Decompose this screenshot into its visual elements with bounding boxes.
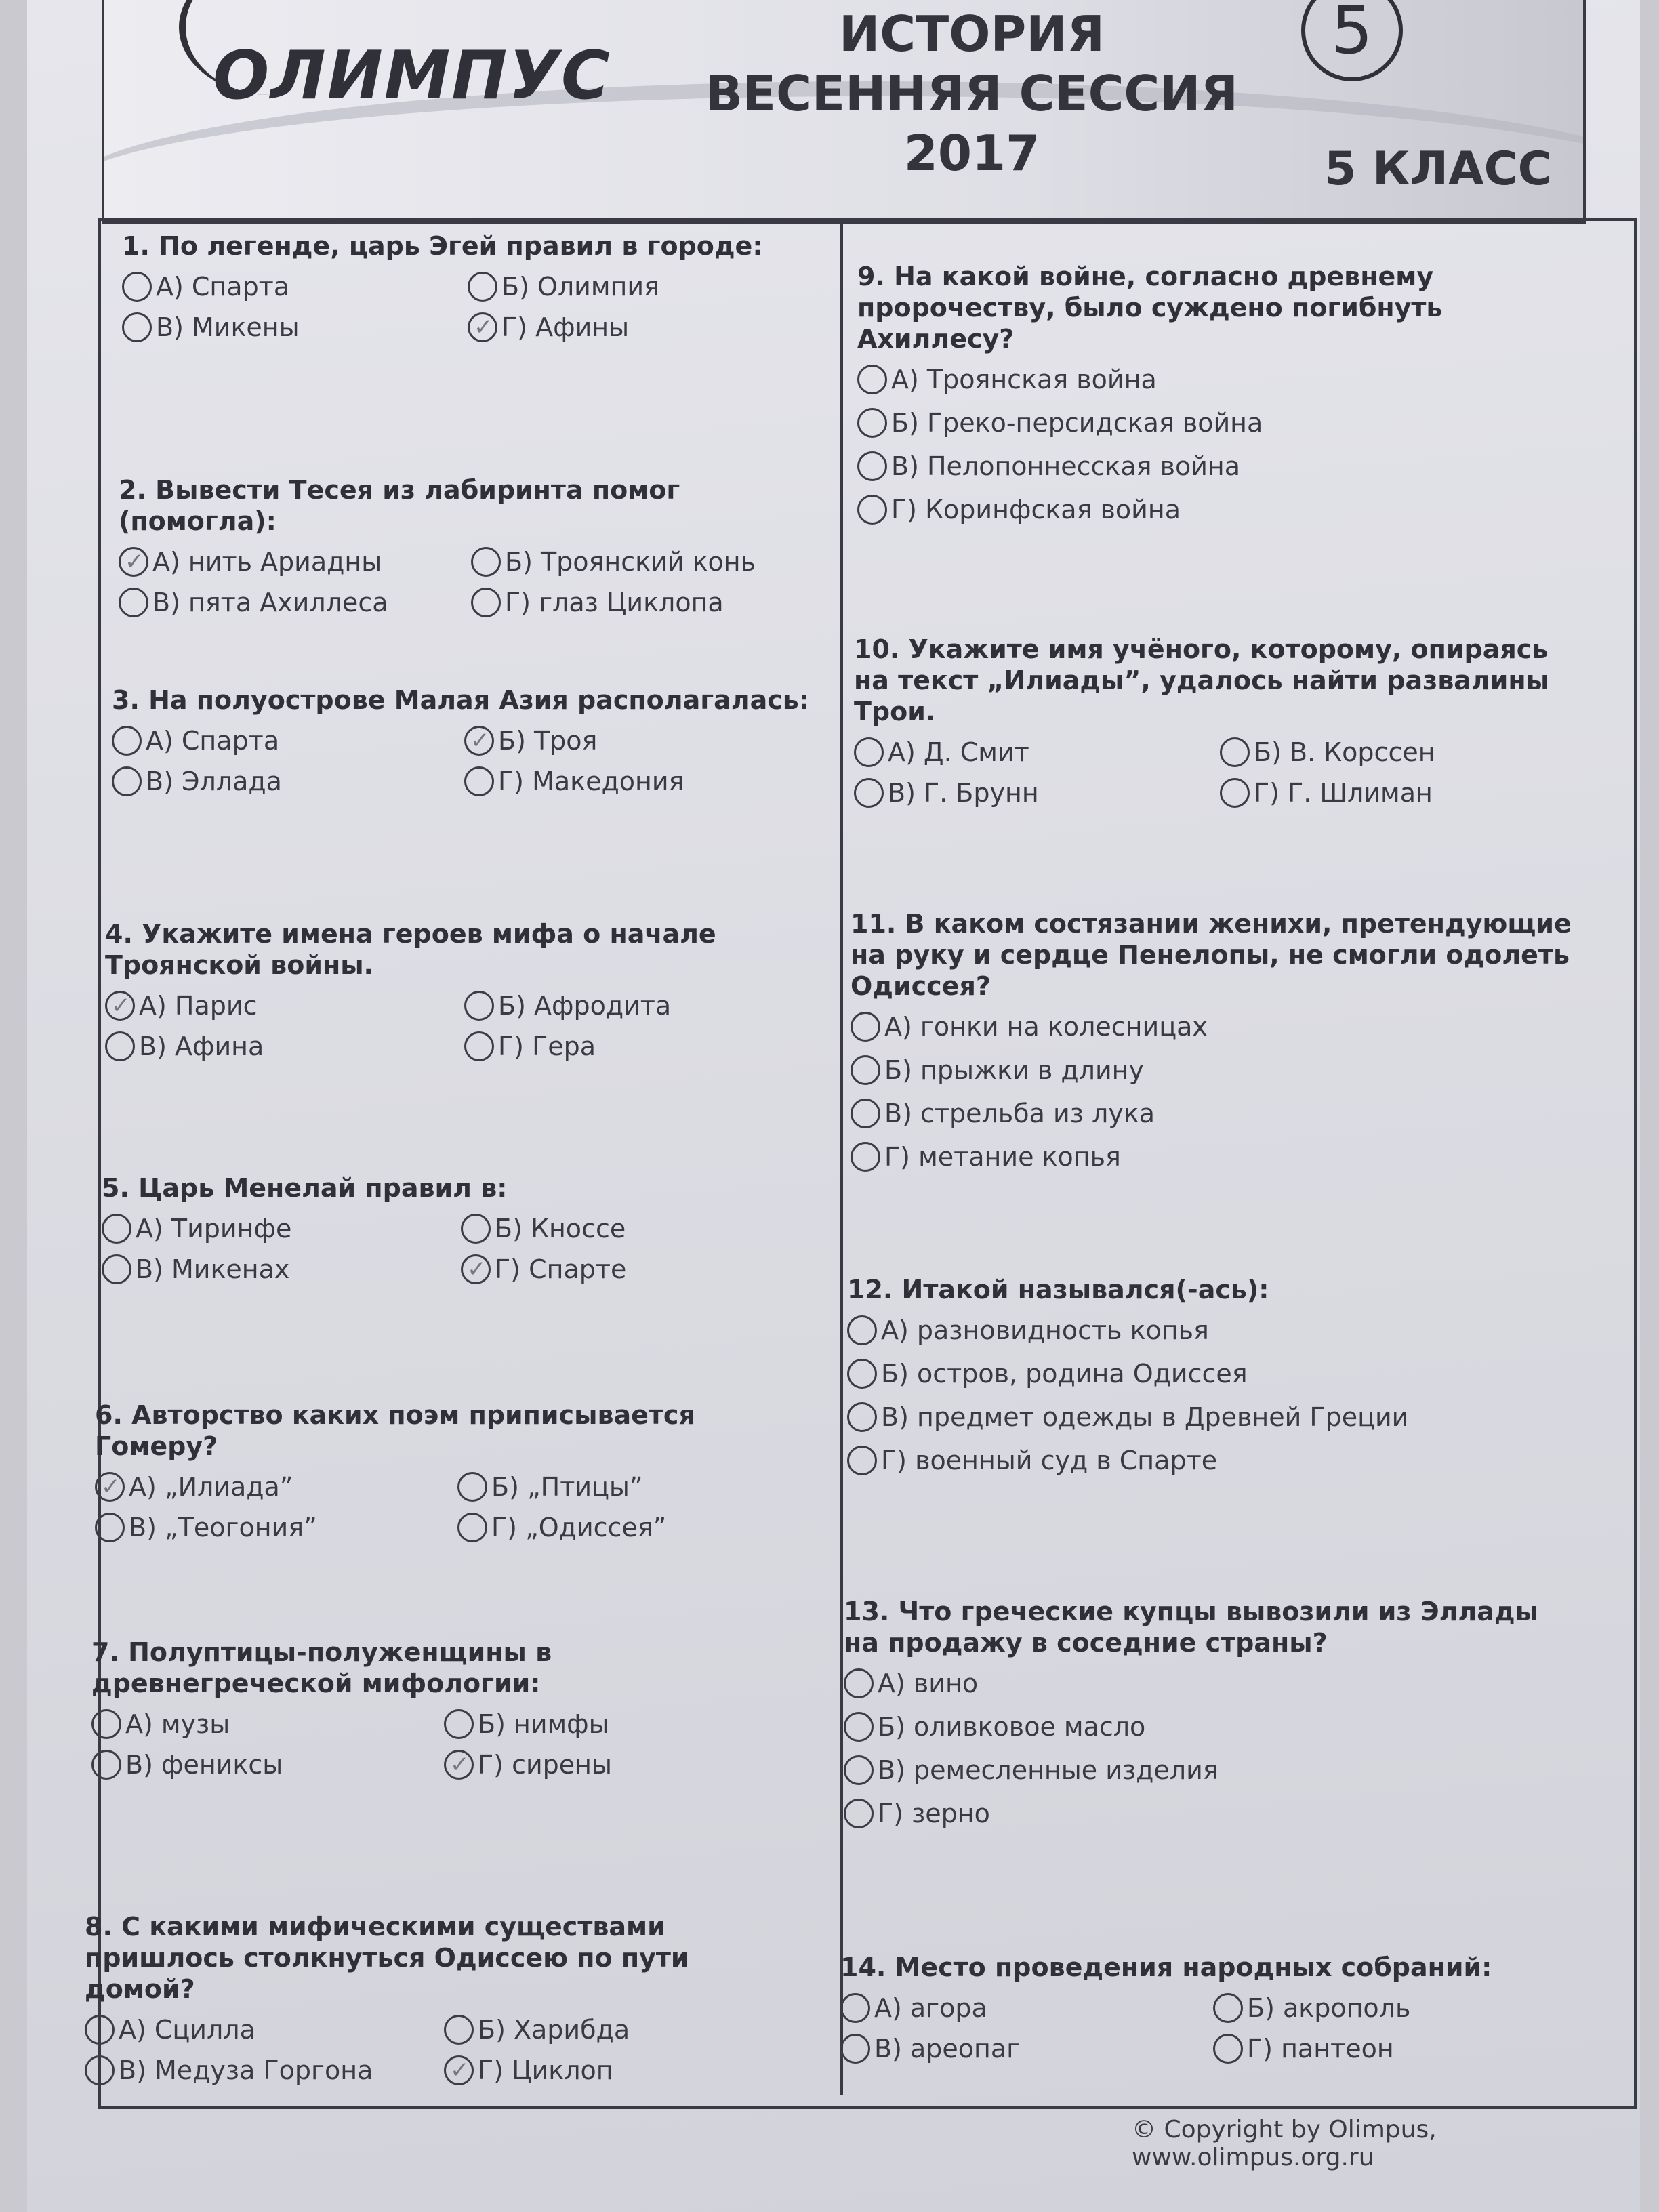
option-d[interactable]: ✓ Г) сирены [444,1749,796,1780]
option-b[interactable]: Б) В. Корссен [1220,737,1586,768]
answer-circle[interactable] [464,1031,494,1061]
question-text: 3. На полуострове Малая Азия располагалась: [112,685,809,715]
option-d[interactable]: ✓ Г) Афины [468,312,813,343]
option-c[interactable]: В) предмет одежды в Древней Греции [847,1401,1586,1433]
answer-circle[interactable] [464,991,494,1021]
answer-circle[interactable] [122,272,152,302]
answer-circle[interactable] [119,588,148,617]
option-d[interactable]: Г) пантеон [1213,2033,1586,2064]
answer-circle[interactable] [464,766,494,796]
option-d[interactable]: ✓ Г) Циклоп [444,2055,803,2086]
question-text: 5. Царь Менелай правил в: [102,1173,508,1203]
question-4 [105,918,823,1062]
grade-label: 5 КЛАСС [1324,142,1552,196]
answer-circle[interactable] [857,408,887,438]
option-a[interactable]: А) Сцилла [85,2014,444,2045]
question-6 [95,1399,820,1543]
answer-circle[interactable] [851,1142,880,1172]
year-title: 2017 [903,125,1040,182]
answer-circle[interactable] [847,1359,877,1389]
option-a[interactable]: А) Д. Смит [854,737,1220,768]
answer-circle[interactable] [457,1472,487,1502]
answer-circle[interactable] [91,1750,121,1780]
option-b[interactable]: Б) Греко-персидская война [857,407,1569,438]
answer-circle-checked[interactable] [468,312,497,342]
option-d[interactable]: Г) метание копья [851,1141,1582,1172]
exam-title [640,4,1304,183]
option-c[interactable]: В) Медуза Горгона [85,2055,444,2086]
option-b[interactable]: Б) акрополь [1213,1992,1586,2024]
question-11 [851,908,1582,1172]
option-b[interactable]: Б) оливковое масло [844,1711,1582,1742]
answer-circle[interactable] [854,778,884,808]
option-c[interactable]: В) Г. Брунн [854,777,1220,808]
option-b[interactable]: Б) Кноссе [461,1213,820,1244]
question-text: 9. На какой войне, согласно древнему пророчеству, было суждено погибнуть Ахиллесу? [857,262,1443,354]
answer-circle[interactable] [102,1214,131,1244]
option-b[interactable]: Б) „Птицы” [457,1471,820,1502]
answer-circle[interactable] [840,2034,870,2064]
answer-circle[interactable] [854,737,884,767]
question-3 [112,684,817,797]
answer-circle[interactable] [444,2015,474,2045]
answer-circle-checked[interactable] [461,1254,491,1284]
column-divider [840,218,843,2095]
option-a[interactable]: ✓ А) нить Ариадны [119,546,471,577]
answer-circle[interactable] [851,1099,880,1128]
question-text: 2. Вывести Тесея из лабиринта помог (помогла): [119,475,680,536]
question-2 [119,474,823,618]
answer-circle[interactable] [122,312,152,342]
option-c[interactable]: В) стрельба из лука [851,1098,1582,1129]
answer-circle[interactable] [844,1755,874,1785]
question-13 [844,1596,1582,1829]
question-1 [122,230,813,343]
answer-circle-checked[interactable] [95,1472,125,1502]
option-a[interactable]: А) музы [91,1708,444,1740]
option-a[interactable]: ✓ А) Парис [105,990,464,1021]
option-d[interactable]: Г) военный суд в Спарте [847,1445,1586,1476]
answer-circle[interactable] [1220,778,1250,808]
option-a[interactable]: ✓ А) „Илиада” [95,1471,457,1502]
copyright-footer: © Copyright by Olimpus, www.olimpus.org.ru [1132,2116,1437,2171]
answer-circle[interactable] [112,766,142,796]
handwritten-grade: 5 [1301,0,1403,81]
question-text: 14. Место проведения народных собраний: [840,1952,1492,1982]
answer-circle[interactable] [85,2055,115,2085]
question-text: 12. Итакой назывался(-ась): [847,1275,1269,1305]
answer-circle[interactable] [1213,2034,1243,2064]
option-c[interactable]: В) пята Ахиллеса [119,587,471,618]
question-14 [840,1952,1586,2064]
option-c[interactable]: В) фениксы [91,1749,444,1780]
session-title: ВЕСЕННЯЯ СЕССИЯ [705,65,1238,122]
answer-circle-checked[interactable] [444,1750,474,1780]
answer-circle[interactable] [857,451,887,481]
answer-circle[interactable] [847,1402,877,1432]
question-text: 6. Авторство каких поэм приписывается Гомеру? [95,1400,695,1461]
option-a[interactable]: А) агора [840,1992,1213,2024]
option-a[interactable]: А) вино [844,1668,1582,1699]
option-c[interactable]: В) „Теогония” [95,1512,457,1543]
answer-circle[interactable] [844,1799,874,1828]
answer-circle[interactable] [95,1513,125,1542]
option-c[interactable]: В) Афина [105,1031,464,1062]
answer-circle[interactable] [85,2015,115,2045]
answer-sheet [27,0,1640,2212]
answer-circle[interactable] [105,1031,135,1061]
option-b[interactable]: Б) Троянский конь [471,546,823,577]
question-8 [85,1911,803,2086]
answer-circle-checked[interactable] [464,726,494,756]
option-b[interactable]: ✓ Б) Троя [464,725,817,756]
option-a[interactable]: А) Тиринфе [102,1213,461,1244]
answer-circle-checked[interactable] [444,2055,474,2085]
option-a[interactable]: А) Спарта [112,725,464,756]
option-a[interactable]: А) разновидность копья [847,1315,1586,1346]
option-a[interactable]: А) Троянская война [857,364,1569,395]
answer-circle[interactable] [457,1513,487,1542]
answer-circle[interactable] [844,1668,874,1698]
question-text: 11. В каком состязании женихи, претендующие на руку и сердце Пенелопы, не смогли одолеть Одиссея? [851,909,1572,1001]
answer-circle[interactable] [1213,1993,1243,2023]
olympus-logo: ОЛИМПУС [213,37,611,115]
question-text: 7. Полуптицы-полуженщины в древнегреческой мифологии: [91,1637,552,1698]
option-b[interactable]: Б) прыжки в длину [851,1054,1582,1086]
option-b[interactable]: Б) Афродита [464,990,823,1021]
option-c[interactable]: В) ремесленные изделия [844,1755,1582,1786]
option-b[interactable]: Б) Олимпия [468,271,813,302]
answer-circle[interactable] [857,495,887,525]
option-d[interactable]: Г) Г. Шлиман [1220,777,1586,808]
answer-circle[interactable] [471,547,501,577]
question-12 [847,1274,1586,1476]
answer-circle[interactable] [461,1214,491,1244]
option-d[interactable]: Г) Коринфская война [857,494,1569,525]
option-a[interactable]: А) Спарта [122,271,468,302]
option-c[interactable]: В) Эллада [112,766,464,797]
option-a[interactable]: А) гонки на колесницах [851,1011,1582,1042]
question-7 [91,1637,796,1780]
answer-circle[interactable] [851,1055,880,1085]
question-5 [102,1172,820,1285]
question-text: 8. С какими мифическими существами пришлось столкнуться Одиссею по пути домой? [85,1912,689,2004]
answer-circle[interactable] [851,1012,880,1042]
option-b[interactable]: Б) нимфы [444,1708,796,1740]
option-d[interactable]: Г) зерно [844,1798,1582,1829]
answer-circle[interactable] [444,1709,474,1739]
option-c[interactable]: В) ареопаг [840,2033,1213,2064]
option-d[interactable]: ✓ Г) Спарте [461,1254,820,1285]
question-text: 13. Что греческие купцы вывозили из Эллады на продажу в соседние страны? [844,1597,1538,1658]
option-d[interactable]: Г) Гера [464,1031,823,1062]
answer-circle[interactable] [847,1446,877,1475]
answer-circle[interactable] [847,1315,877,1345]
option-d[interactable]: Г) „Одиссея” [457,1512,820,1543]
option-d[interactable]: Г) Македония [464,766,817,797]
question-9 [857,261,1569,525]
question-text: 1. По легенде, царь Эгей правил в городе: [122,231,763,261]
answer-circle-checked[interactable] [105,991,135,1021]
question-text: 10. Укажите имя учёного, которому, опираясь на текст „Илиады”, удалось найти развалины Трои. [854,634,1549,726]
option-c[interactable]: В) Пелопоннесская война [857,451,1569,482]
answer-circle[interactable] [857,365,887,394]
subject-title: ИСТОРИЯ [839,5,1105,62]
answer-circle[interactable] [1220,737,1250,767]
question-10 [854,634,1586,808]
question-text: 4. Укажите имена героев мифа о начале Троянской войны. [105,919,716,980]
option-b[interactable]: Б) остров, родина Одиссея [847,1358,1586,1389]
option-b[interactable]: Б) Харибда [444,2014,803,2045]
answer-circle[interactable] [102,1254,131,1284]
option-d[interactable]: Г) глаз Циклопа [471,587,823,618]
answer-circle[interactable] [471,588,501,617]
answer-circle[interactable] [112,726,142,756]
answer-circle[interactable] [844,1712,874,1742]
answer-circle[interactable] [468,272,497,302]
answer-circle[interactable] [91,1709,121,1739]
option-c[interactable]: В) Микенах [102,1254,461,1285]
option-c[interactable]: В) Микены [122,312,468,343]
answer-circle[interactable] [840,1993,870,2023]
answer-circle-checked[interactable] [119,547,148,577]
